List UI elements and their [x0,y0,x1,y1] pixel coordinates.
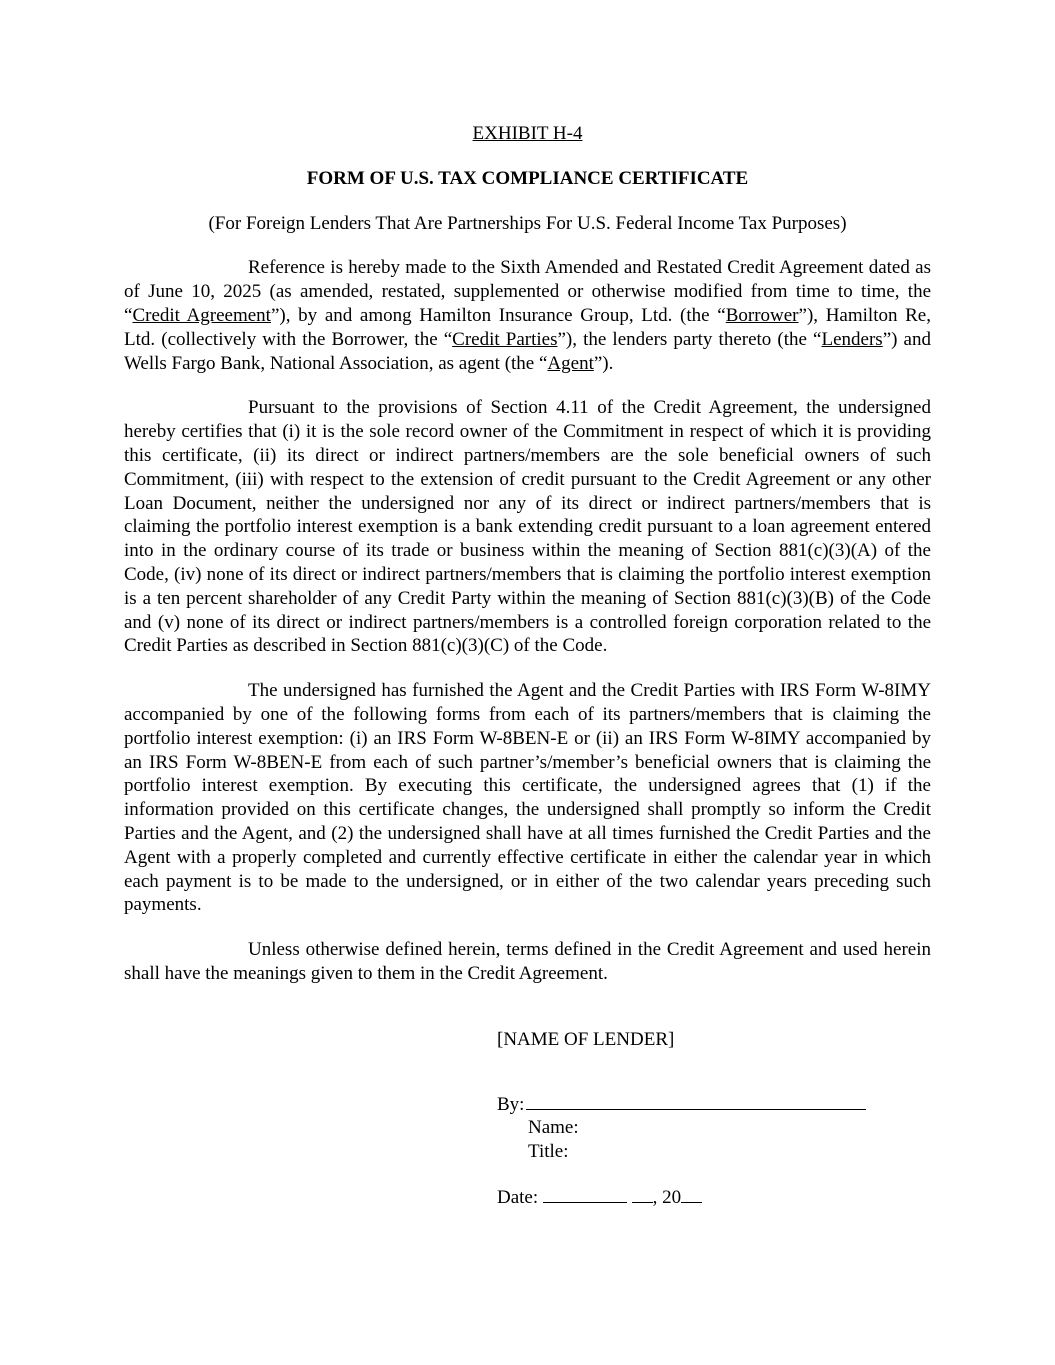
date-year-prefix: , 20 [652,1186,682,1208]
defined-term-lenders: Lenders [821,328,883,350]
defined-term-credit-agreement: Credit Agreement [132,304,271,326]
definitions-paragraph: Unless otherwise defined herein, terms defined in the Credit Agreement and used herein shall have the meanings given to them in the Credit Agreement. [124,939,931,984]
reference-text-4: ”), the lenders party thereto (the “ [557,328,822,350]
defined-term-credit-parties: Credit Parties [452,328,558,350]
by-label: By: [497,1093,525,1115]
exhibit-label: EXHIBIT H-4 [472,123,583,144]
defined-term-agent: Agent [547,352,594,374]
reference-text-2: ”), by and among Hamilton Insurance Group, Ltd. (the “ [270,304,726,326]
date-label: Date: [497,1186,539,1208]
document-page [124,122,931,1210]
certification-paragraph: Pursuant to the provisions of Section 4.11 of the Credit Agreement, the undersigned hereby certifies that (i) it is the sole record owner of the Commitment in respect of which it is providing this certificate, (ii) its direct or indirect partners/members are the sole beneficial owners of such Commitment, (iii) with respect to the extension of credit pursuant to the Credit Agreement or any other Loan Document, neither the undersigned nor any of its direct or indirect partners/members that is claiming the portfolio interest exemption is a bank extending credit pursuant to a loan agreement entered into in the ordinary course of its trade or business within the meaning of Section 881(c)(3)(A) of the Code, (iv) none of its direct or indirect partners/members that is claiming the portfolio interest exemption is a ten percent shareholder of any Credit Party within the meaning of Section 881(c)(3)(B) of the Code and (v) none of its direct or indirect partners/members is a controlled foreign corporation related to the Credit Parties as described in Section 881(c)(3)(C) of the Code. [124,397,931,657]
date-month-blank[interactable] [543,1201,627,1203]
name-label: Name: [528,1117,579,1139]
lender-name-placeholder: [NAME OF LENDER] [497,1028,675,1050]
reference-paragraph [124,256,931,375]
signature-blank[interactable] [526,1108,866,1110]
form-subtitle: (For Foreign Lenders That Are Partnerships For U.S. Federal Income Tax Purposes) [208,212,847,234]
defined-term-borrower: Borrower [725,304,799,326]
forms-paragraph: The undersigned has furnished the Agent and the Credit Parties with IRS Form W-8IMY accompanied by one of the following forms from each of its partners/members that is claiming the portfolio interest exemption: (i) an IRS Form W-8BEN-E or (ii) an IRS Form W-8IMY accompanied by an IRS Form W-8BEN-E from each of such partner’s/member’s beneficial owners that is claiming the portfolio interest exemption. By executing this certificate, the undersigned agrees that (1) if the information provided on this certificate changes, the undersigned shall promptly so inform the Credit Parties and the Agent, and (2) the undersigned shall have at all times furnished the Credit Parties and the Agent with a properly completed and currently effective certificate in either the calendar year in which each payment is to be made to the undersigned, or in either of the two calendar years preceding such payments. [124,680,931,916]
date-line [497,1186,931,1210]
reference-text-5: ”) and Wells Fargo Bank, National Association, as agent (the “ [124,328,931,374]
reference-text-1: Reference is hereby made to the Sixth Amended and Restated Credit Agreement dated as of June 10, 2025 (as amended, restated, supplemented or otherwise modified from time to time, the “ [124,257,931,326]
date-day-blank[interactable] [632,1201,653,1203]
title-label: Title: [528,1141,569,1163]
signature-block [497,1028,931,1210]
signature-line [497,1093,931,1117]
form-title: FORM OF U.S. TAX COMPLIANCE CERTIFICATE [306,167,749,189]
reference-text-3: ”), Hamilton Re, Ltd. (collectively with the Borrower, the “ [124,304,931,350]
date-year-blank[interactable] [681,1201,702,1203]
reference-text-6: ”). [593,352,614,374]
